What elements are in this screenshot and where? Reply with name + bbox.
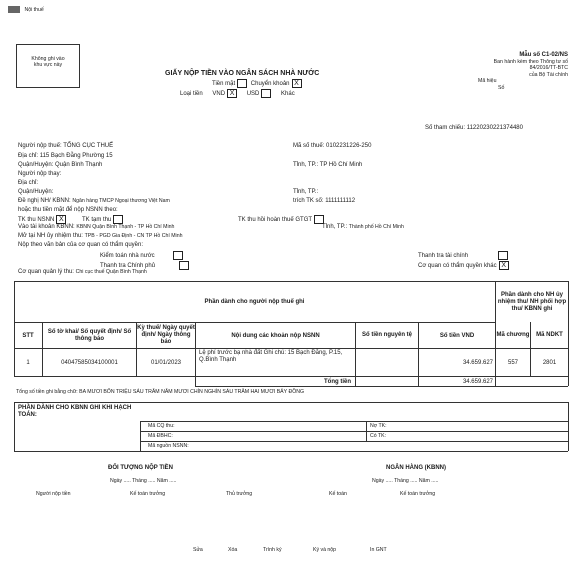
role-payer-chief-accountant: Kế toán trưởng bbox=[130, 491, 166, 497]
edit-button[interactable]: Sửa bbox=[193, 547, 203, 553]
col-foreign-amount-header: Số tiền nguyên tệ bbox=[361, 332, 412, 338]
amount-in-words: Tổng số tiền ghi bằng chữ: BA MƯƠI BỐN TRIỆU SÁU TRĂM NĂM MƯƠI CHÍN NGHÌN SÁU TRĂM HAI MƯƠI BẢY ĐỒNG bbox=[16, 389, 305, 395]
bank-request-row bbox=[18, 198, 170, 204]
usd-label: USD bbox=[246, 91, 260, 98]
opt2-checkbox[interactable] bbox=[498, 251, 508, 260]
form-code: Mẫu số C1-02/NS bbox=[519, 52, 568, 58]
payment-mode bbox=[212, 79, 304, 88]
payer-name-label: Người nộp thuế: bbox=[18, 143, 62, 149]
form-serial-label: Mã hiệu bbox=[478, 78, 497, 84]
proxy-label: Người nộp thay: bbox=[18, 171, 62, 177]
opt4-row bbox=[418, 261, 511, 270]
col-stt-header: STT bbox=[22, 332, 34, 339]
kbnn-label: Vào tài khoản KBNN: bbox=[18, 224, 75, 230]
stamp-box bbox=[16, 44, 80, 88]
payer-address-label: Địa chỉ: bbox=[18, 153, 39, 159]
payer-address: 115 Bạch Đằng Phường 15 bbox=[39, 153, 113, 159]
tk-hoan-checkbox[interactable] bbox=[314, 215, 324, 224]
col-chapter-header: Mã chương bbox=[496, 332, 530, 338]
row-ndkt: 2801 bbox=[542, 359, 557, 366]
tax-code-label: Mã số thuế: bbox=[293, 143, 325, 149]
payer-name: TỔNG CỤC THUẾ bbox=[63, 143, 114, 149]
form-info bbox=[420, 52, 568, 91]
payer-province-label: Tỉnh, TP.: bbox=[293, 162, 319, 168]
tk-thu-nsnn-label: TK thu NSNN bbox=[18, 217, 55, 224]
no-tk-label: Nợ TK: bbox=[370, 423, 387, 429]
proxy-address-label: Địa chỉ: bbox=[18, 180, 39, 186]
tk-hoan-label: TK thu hồi hoàn thuế GTGT bbox=[238, 217, 313, 224]
kbnn-province: Thành phố Hồ Chí Minh bbox=[348, 224, 404, 230]
ma-cq-thu-label: Mã CQ thu: bbox=[148, 423, 175, 429]
opt3-label: Thanh tra Chính phủ bbox=[100, 263, 156, 270]
cash-checkbox[interactable] bbox=[237, 79, 247, 88]
delete-button[interactable]: Xóa bbox=[228, 547, 238, 553]
top-logo bbox=[8, 6, 44, 13]
bank-request-label: Đề nghị NH/ KBNN: bbox=[18, 198, 71, 204]
row-period: 01/01/2023 bbox=[150, 359, 182, 366]
payer-province-row bbox=[293, 162, 362, 168]
stamp-line-2: khu vực này bbox=[33, 62, 63, 68]
total-value: 34.659.627 bbox=[462, 378, 493, 385]
co-tk-label: Có TK: bbox=[370, 433, 387, 439]
reference-number bbox=[425, 125, 523, 131]
proxy-district-label: Quận/Huyện: bbox=[18, 189, 54, 195]
logo-text: Nội thuế bbox=[24, 6, 44, 13]
agency-row bbox=[18, 269, 147, 275]
total-label: Tổng tiền bbox=[324, 378, 351, 385]
col-period-header: Kỳ thuế/ Ngày quyết định/ Ngày thông báo bbox=[137, 325, 195, 345]
tk-tam-thu-label: TK tạm thu bbox=[82, 217, 112, 224]
nh-section-header: Phần dành cho NH ủy nhiệm thu/ NH phối hợp thu/ KBNN ghi bbox=[497, 291, 567, 312]
form-line-3: của Bộ Tài chính bbox=[529, 71, 568, 78]
role-bank-chief-accountant: Kế toán trưởng bbox=[400, 491, 436, 497]
form-number-label: Số bbox=[498, 84, 505, 91]
row-declaration: 04047585034100001 bbox=[61, 359, 118, 366]
page-title: GIẤY NỘP TIỀN VÀO NGÂN SÁCH NHÀ NƯỚC bbox=[165, 70, 320, 77]
bank-date: Ngày ..... Tháng ..... Năm ..... bbox=[372, 478, 439, 484]
ma-dbhc-label: Mã ĐBHC: bbox=[148, 433, 173, 439]
opt3-checkbox[interactable] bbox=[179, 261, 189, 270]
payer-signature-title: ĐỐI TƯỢNG NỘP TIỀN bbox=[108, 465, 173, 471]
agency-value: Chi cục thuế Quận Bình Thạnh bbox=[75, 269, 147, 275]
payer-province: TP Hồ Chí Minh bbox=[319, 162, 363, 168]
vnd-label: VND bbox=[212, 91, 226, 98]
kbnn-province-row bbox=[322, 224, 404, 230]
open-bank-row bbox=[18, 233, 182, 239]
ref-label: Số tham chiếu: bbox=[425, 125, 466, 131]
opt4-label: Cơ quan có thẩm quyền khác bbox=[418, 263, 497, 270]
bank-account: 1111111112 bbox=[325, 198, 356, 204]
other-currency-label: Khác bbox=[281, 91, 295, 98]
opt2-label: Thanh tra tài chính bbox=[418, 253, 469, 260]
kbnn-section-title: PHẦN DÀNH CHO KBNN GHI KHI HẠCH TOÁN: bbox=[18, 405, 132, 418]
role-payer: Người nộp tiền bbox=[36, 491, 71, 497]
tax-code-row bbox=[293, 143, 371, 149]
opt2-row bbox=[418, 251, 510, 260]
kbnn-row bbox=[18, 224, 174, 230]
bank-account-label: trích TK số: bbox=[293, 198, 324, 204]
stamp-line-1: Không ghi vào bbox=[31, 56, 65, 62]
tk-tam-thu-checkbox[interactable] bbox=[113, 215, 123, 224]
role-head: Thủ trưởng bbox=[226, 491, 253, 497]
kbnn-value: KBNN Quận Bình Thạnh - TP Hồ Chí Minh bbox=[76, 224, 175, 230]
agency-label: Cơ quan quản lý thu: bbox=[18, 269, 74, 275]
payer-district-row bbox=[18, 162, 102, 168]
role-bank-accountant: Kế toán bbox=[329, 491, 347, 497]
payer-district-label: Quận/Huyện: bbox=[18, 162, 54, 168]
proxy-province-label: Tỉnh, TP.: bbox=[293, 189, 319, 195]
tax-code: 0102231226-250 bbox=[326, 143, 372, 149]
currency-label: Loại tiền bbox=[180, 91, 203, 98]
vnd-checkbox[interactable]: X bbox=[227, 89, 237, 98]
row-content: Lệ phí trước bạ nhà đất Ghi chú: 15 Bạch Đằng, P.15, Q.Bình Thạnh bbox=[199, 350, 343, 363]
col-vnd-header: Số tiền VND bbox=[439, 332, 475, 339]
payer-address-row bbox=[18, 153, 113, 159]
opt1-row bbox=[100, 251, 185, 260]
cash-line: hoặc thu tiền mặt để nộp NSNN theo: bbox=[18, 207, 118, 213]
form-line-1: Ban hành kèm theo Thông tư số bbox=[493, 58, 568, 65]
payer-date: Ngày ..... Tháng ..... Năm ..... bbox=[110, 478, 177, 484]
row-vnd: 34.659.627 bbox=[462, 359, 493, 366]
col-ndkt-header: Mã NDKT bbox=[536, 332, 563, 338]
payer-section-header: Phần dành cho người nộp thuế ghi bbox=[204, 299, 305, 305]
form-line-2: 84/2016/TT-BTC bbox=[529, 65, 568, 71]
currency-row bbox=[180, 89, 295, 98]
payer-name-row bbox=[18, 143, 113, 149]
tk-hoan-row bbox=[238, 215, 326, 224]
opt1-label: Kiểm toán nhà nước bbox=[100, 253, 155, 260]
transfer-checkbox[interactable]: X bbox=[292, 79, 302, 88]
ma-nguon-label: Mã nguồn NSNN: bbox=[148, 443, 189, 449]
opt4-checkbox[interactable]: X bbox=[499, 261, 509, 270]
row-foreign-amount bbox=[356, 349, 418, 376]
account-type-row bbox=[18, 215, 125, 224]
bank-signature-title: NGÂN HÀNG (KBNN) bbox=[386, 465, 446, 471]
col-content-header: Nội dung các khoản nộp NSNN bbox=[231, 332, 320, 339]
print-button[interactable]: In GNT bbox=[370, 547, 387, 553]
logo-icon bbox=[8, 6, 20, 13]
col-declaration-header: Số tờ khai/ Số quyết định/ Số thông báo bbox=[47, 328, 132, 342]
row-chapter: 557 bbox=[507, 359, 518, 366]
row-stt: 1 bbox=[26, 359, 30, 366]
payer-district: Quận Bình Thạnh bbox=[55, 162, 103, 168]
opt1-checkbox[interactable] bbox=[173, 251, 183, 260]
kbnn-province-label: Tỉnh, TP.: bbox=[322, 224, 348, 230]
bank-request: Ngân hàng TMCP Ngoại thương Việt Nam bbox=[72, 198, 170, 204]
open-bank-label: Mở tại NH ủy nhiệm thu: bbox=[18, 233, 83, 239]
open-bank: TPB - PGD Gia Định - CN TP Hồ Chí Minh bbox=[84, 233, 183, 239]
sign-and-submit-button[interactable]: Ký và nộp bbox=[313, 547, 337, 553]
transfer-label: Chuyển khoản bbox=[250, 81, 290, 88]
authority-line: Nộp theo văn bản của cơ quan có thẩm quyền: bbox=[18, 242, 144, 248]
bank-account-row bbox=[293, 198, 355, 204]
ref-value: 11220230221374480 bbox=[466, 125, 523, 131]
usd-checkbox[interactable] bbox=[261, 89, 271, 98]
cash-label: Tiền mặt bbox=[212, 81, 236, 88]
submit-for-signing-button[interactable]: Trình ký bbox=[263, 547, 282, 553]
tk-thu-nsnn-checkbox[interactable]: X bbox=[56, 215, 66, 224]
